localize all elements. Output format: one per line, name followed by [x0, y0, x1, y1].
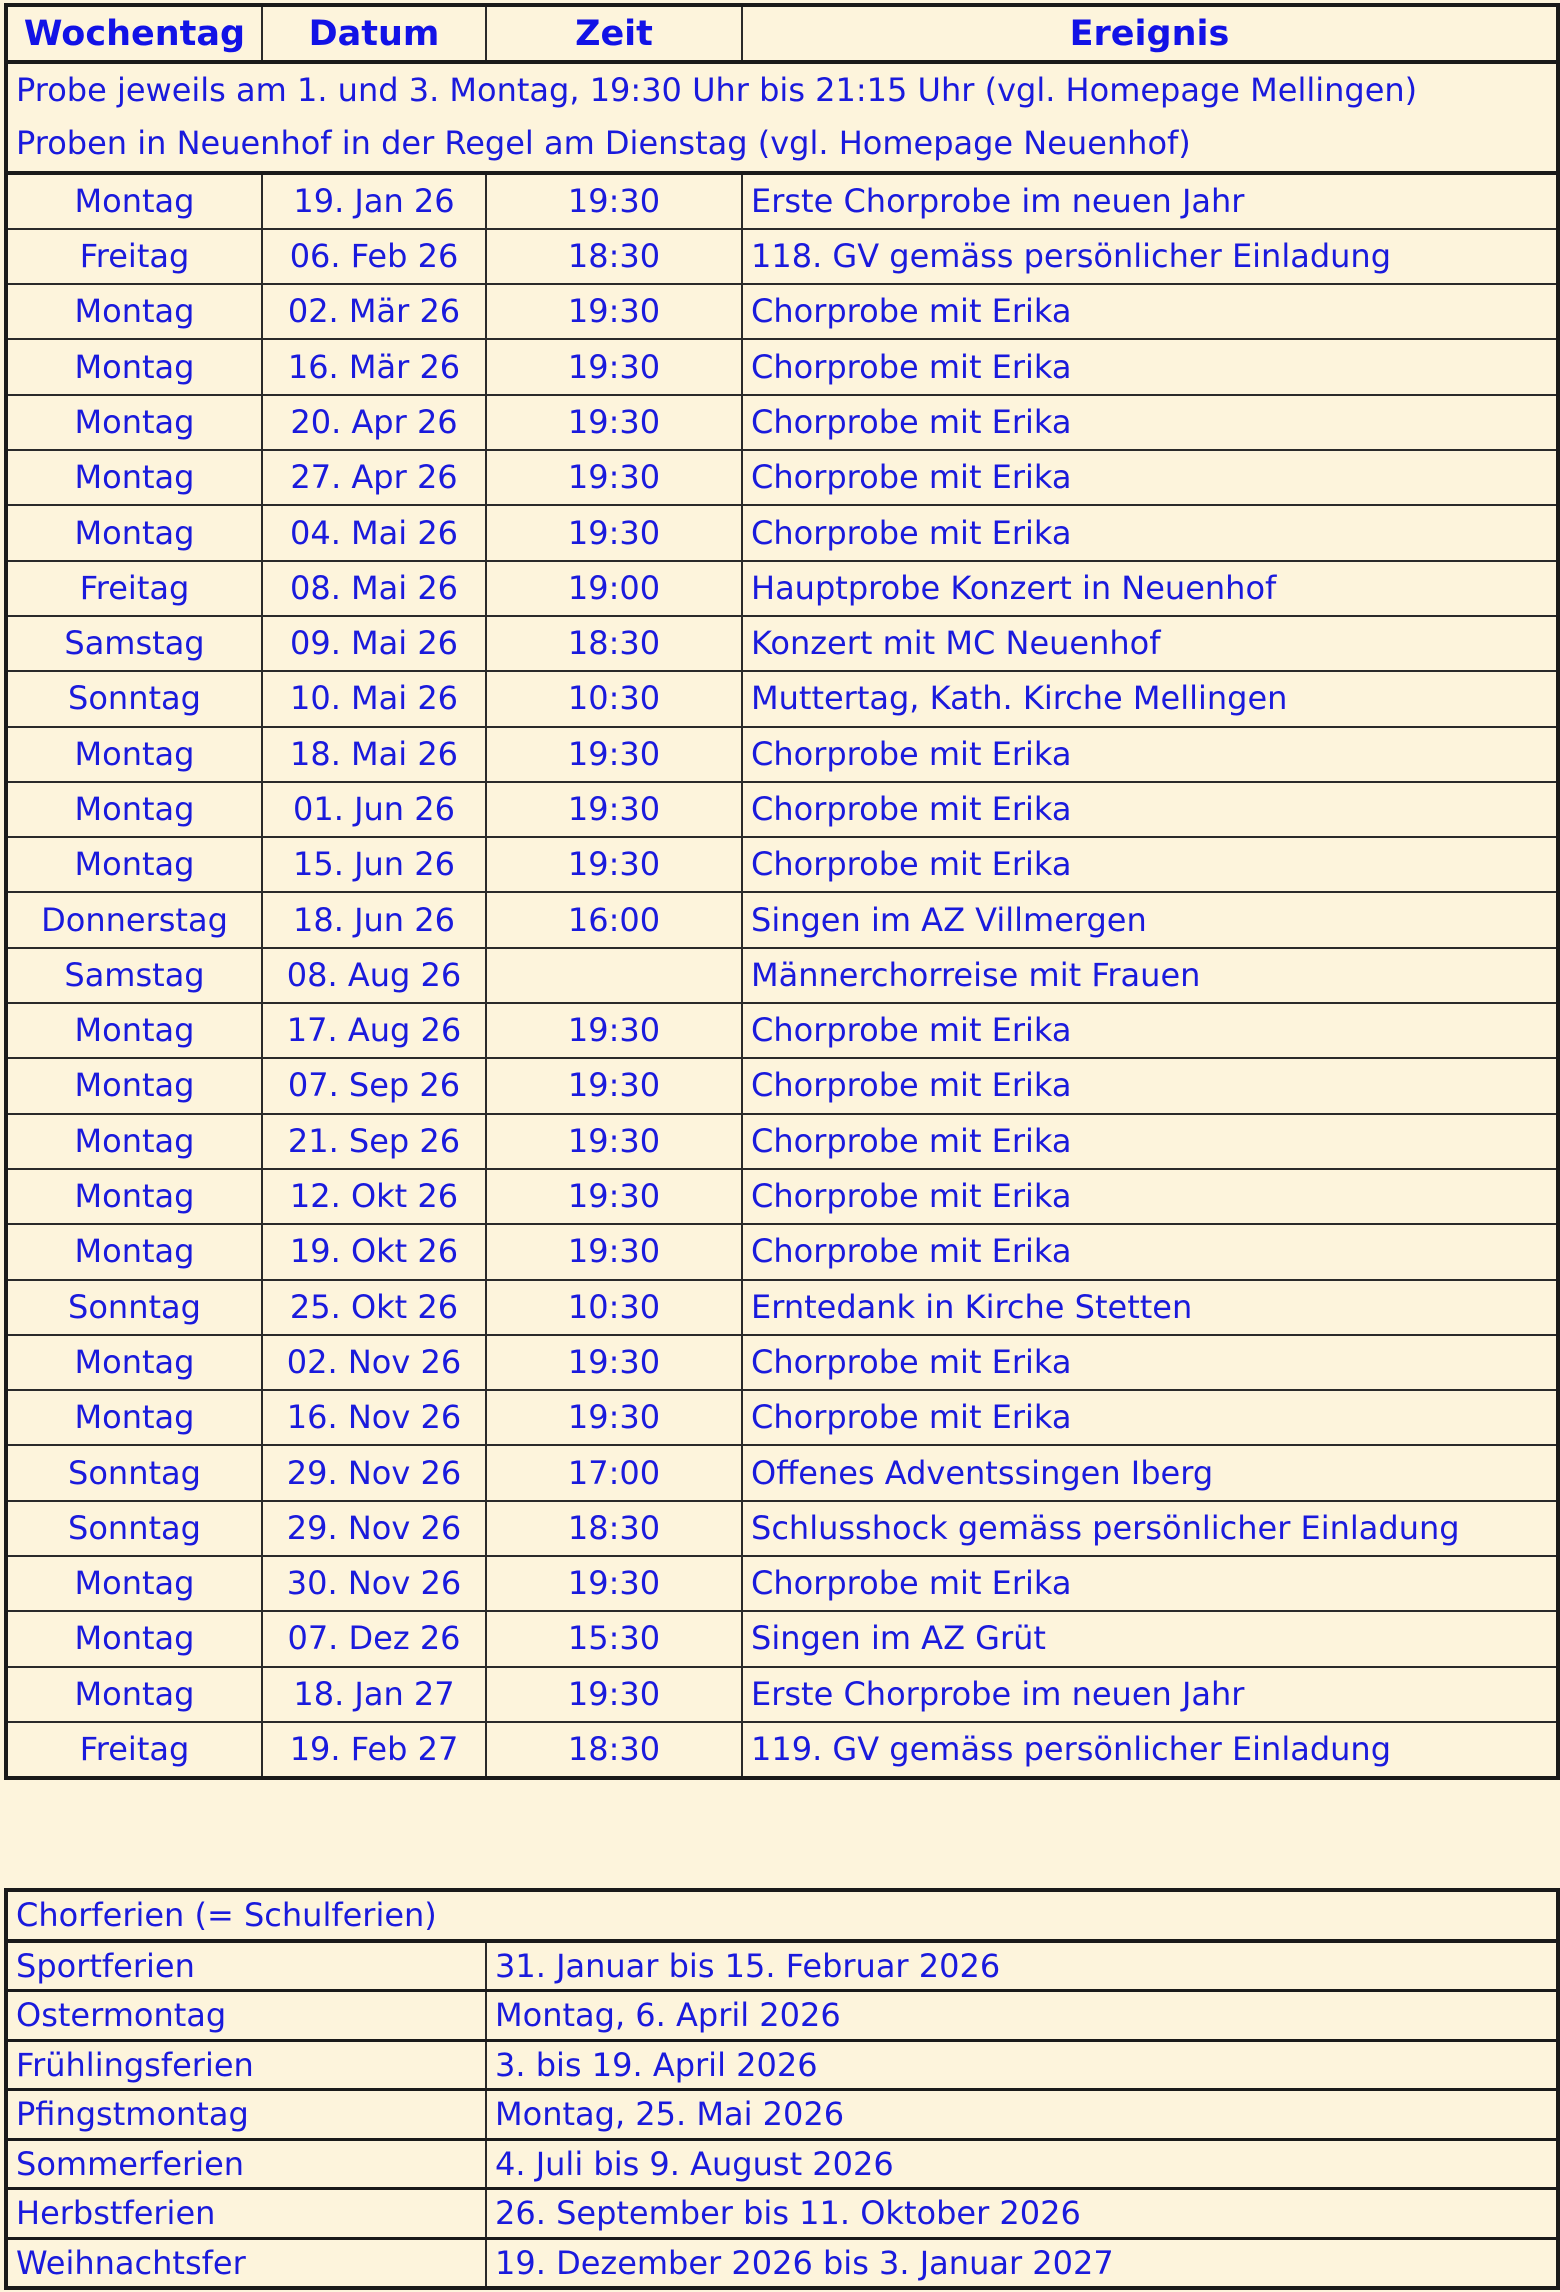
date-cell: 19. Jan 26	[262, 173, 486, 229]
holiday-name: Ostermontag	[6, 1991, 486, 2041]
schedule-row	[6, 727, 1558, 782]
holiday-row	[6, 1941, 1558, 1991]
note-row	[6, 62, 1558, 117]
date-cell: 21. Sep 26	[262, 1114, 486, 1169]
holidays-body	[6, 1890, 1558, 2288]
weekday-cell: Montag	[6, 837, 262, 892]
date-cell: 02. Mär 26	[262, 284, 486, 339]
time-cell: 19:30	[486, 1390, 742, 1445]
weekday-cell: Montag	[6, 1058, 262, 1113]
schedule-row	[6, 284, 1558, 339]
weekday-cell: Montag	[6, 1611, 262, 1666]
time-cell: 19:30	[486, 284, 742, 339]
date-cell: 19. Feb 27	[262, 1722, 486, 1778]
event-cell: Erste Chorprobe im neuen Jahr	[742, 173, 1558, 229]
holiday-row	[6, 2139, 1558, 2189]
schedule-row	[6, 837, 1558, 892]
date-cell: 27. Apr 26	[262, 450, 486, 505]
event-cell: 118. GV gemäss persönlicher Einladung	[742, 229, 1558, 284]
event-cell: Chorprobe mit Erika	[742, 782, 1558, 837]
date-cell: 18. Jan 27	[262, 1667, 486, 1722]
date-cell: 16. Mär 26	[262, 339, 486, 394]
schedule-row	[6, 1667, 1558, 1722]
weekday-cell: Montag	[6, 1667, 262, 1722]
note-text: Probe jeweils am 1. und 3. Montag, 19:30 Uhr bis 21:15 Uhr (vgl. Homepage Mellingen)	[6, 62, 1558, 117]
date-cell: 16. Nov 26	[262, 1390, 486, 1445]
time-cell: 19:30	[486, 727, 742, 782]
date-cell: 25. Okt 26	[262, 1280, 486, 1335]
weekday-cell: Montag	[6, 395, 262, 450]
time-cell: 19:30	[486, 782, 742, 837]
date-cell: 09. Mai 26	[262, 616, 486, 671]
event-cell: Schlusshock gemäss persönlicher Einladung	[742, 1501, 1558, 1556]
schedule-row	[6, 561, 1558, 616]
date-cell: 08. Mai 26	[262, 561, 486, 616]
holiday-name: Frühlingsferien	[6, 2040, 486, 2090]
weekday-cell: Montag	[6, 782, 262, 837]
holiday-period: Montag, 6. April 2026	[486, 1991, 1558, 2041]
time-cell: 19:30	[486, 339, 742, 394]
event-cell: Chorprobe mit Erika	[742, 1169, 1558, 1224]
weekday-cell: Montag	[6, 1114, 262, 1169]
event-cell: Offenes Adventssingen Iberg	[742, 1445, 1558, 1500]
holiday-row	[6, 2040, 1558, 2090]
time-cell: 18:30	[486, 616, 742, 671]
holidays-title: Chorferien (= Schulferien)	[6, 1890, 1558, 1941]
schedule-table	[4, 3, 1560, 1780]
event-cell: Chorprobe mit Erika	[742, 1335, 1558, 1390]
event-cell: Hauptprobe Konzert in Neuenhof	[742, 561, 1558, 616]
header-datum: Datum	[262, 5, 486, 62]
time-cell: 18:30	[486, 229, 742, 284]
date-cell: 06. Feb 26	[262, 229, 486, 284]
event-cell: Männerchorreise mit Frauen	[742, 948, 1558, 1003]
holiday-period: 19. Dezember 2026 bis 3. Januar 2027	[486, 2238, 1558, 2288]
weekday-cell: Donnerstag	[6, 892, 262, 947]
holiday-name: Sportferien	[6, 1941, 486, 1991]
time-cell: 19:00	[486, 561, 742, 616]
event-cell: Chorprobe mit Erika	[742, 339, 1558, 394]
time-cell: 19:30	[486, 837, 742, 892]
holiday-name: Weihnachtsfer	[6, 2238, 486, 2288]
date-cell: 20. Apr 26	[262, 395, 486, 450]
schedule-row	[6, 173, 1558, 229]
date-cell: 12. Okt 26	[262, 1169, 486, 1224]
holiday-period: 26. September bis 11. Oktober 2026	[486, 2189, 1558, 2239]
schedule-row	[6, 1722, 1558, 1778]
holiday-period: 3. bis 19. April 2026	[486, 2040, 1558, 2090]
holiday-row	[6, 1991, 1558, 2041]
weekday-cell: Sonntag	[6, 1280, 262, 1335]
date-cell: 07. Dez 26	[262, 1611, 486, 1666]
holiday-name: Sommerferien	[6, 2139, 486, 2189]
date-cell: 08. Aug 26	[262, 948, 486, 1003]
event-cell: Chorprobe mit Erika	[742, 284, 1558, 339]
note-text: Proben in Neuenhof in der Regel am Dienstag (vgl. Homepage Neuenhof)	[6, 117, 1558, 172]
weekday-cell: Montag	[6, 1003, 262, 1058]
date-cell: 04. Mai 26	[262, 505, 486, 560]
schedule-row	[6, 1335, 1558, 1390]
weekday-cell: Montag	[6, 505, 262, 560]
weekday-cell: Montag	[6, 727, 262, 782]
schedule-row	[6, 339, 1558, 394]
time-cell: 10:30	[486, 1280, 742, 1335]
time-cell: 19:30	[486, 1169, 742, 1224]
event-cell: Chorprobe mit Erika	[742, 1390, 1558, 1445]
date-cell: 01. Jun 26	[262, 782, 486, 837]
event-cell: Chorprobe mit Erika	[742, 450, 1558, 505]
time-cell: 19:30	[486, 1003, 742, 1058]
holiday-row	[6, 2189, 1558, 2239]
event-cell: Singen im AZ Villmergen	[742, 892, 1558, 947]
holiday-period: 31. Januar bis 15. Februar 2026	[486, 1941, 1558, 1991]
schedule-row	[6, 616, 1558, 671]
weekday-cell: Freitag	[6, 1722, 262, 1778]
schedule-row	[6, 1611, 1558, 1666]
date-cell: 30. Nov 26	[262, 1556, 486, 1611]
schedule-body	[6, 62, 1558, 1778]
weekday-cell: Montag	[6, 1335, 262, 1390]
time-cell: 19:30	[486, 450, 742, 505]
weekday-cell: Samstag	[6, 948, 262, 1003]
schedule-row	[6, 1003, 1558, 1058]
event-cell: Chorprobe mit Erika	[742, 727, 1558, 782]
holidays-table	[4, 1888, 1560, 2290]
date-cell: 07. Sep 26	[262, 1058, 486, 1113]
time-cell: 16:00	[486, 892, 742, 947]
schedule-row	[6, 229, 1558, 284]
weekday-cell: Sonntag	[6, 671, 262, 726]
event-cell: Chorprobe mit Erika	[742, 1003, 1558, 1058]
schedule-row	[6, 671, 1558, 726]
weekday-cell: Montag	[6, 1556, 262, 1611]
event-cell: Chorprobe mit Erika	[742, 1556, 1558, 1611]
time-cell: 15:30	[486, 1611, 742, 1666]
holiday-row	[6, 2090, 1558, 2140]
time-cell: 19:30	[486, 1114, 742, 1169]
schedule-row	[6, 1114, 1558, 1169]
weekday-cell: Montag	[6, 339, 262, 394]
time-cell: 19:30	[486, 1058, 742, 1113]
time-cell: 19:30	[486, 395, 742, 450]
schedule-row	[6, 505, 1558, 560]
weekday-cell: Samstag	[6, 616, 262, 671]
weekday-cell: Montag	[6, 1169, 262, 1224]
event-cell: Konzert mit MC Neuenhof	[742, 616, 1558, 671]
event-cell: Erste Chorprobe im neuen Jahr	[742, 1667, 1558, 1722]
date-cell: 29. Nov 26	[262, 1445, 486, 1500]
holiday-row	[6, 2238, 1558, 2288]
header-ereignis: Ereignis	[742, 5, 1558, 62]
schedule-header-row	[6, 5, 1558, 62]
event-cell: Chorprobe mit Erika	[742, 505, 1558, 560]
weekday-cell: Montag	[6, 450, 262, 505]
date-cell: 10. Mai 26	[262, 671, 486, 726]
schedule-row	[6, 1556, 1558, 1611]
holiday-name: Pfingstmontag	[6, 2090, 486, 2140]
weekday-cell: Montag	[6, 1390, 262, 1445]
event-cell: Chorprobe mit Erika	[742, 1114, 1558, 1169]
time-cell	[486, 948, 742, 1003]
time-cell: 19:30	[486, 1556, 742, 1611]
time-cell: 19:30	[486, 505, 742, 560]
time-cell: 19:30	[486, 173, 742, 229]
schedule-row	[6, 948, 1558, 1003]
time-cell: 19:30	[486, 1224, 742, 1279]
weekday-cell: Freitag	[6, 561, 262, 616]
schedule-row	[6, 1501, 1558, 1556]
event-cell: Chorprobe mit Erika	[742, 837, 1558, 892]
event-cell: Singen im AZ Grüt	[742, 1611, 1558, 1666]
schedule-row	[6, 1280, 1558, 1335]
event-cell: Muttertag, Kath. Kirche Mellingen	[742, 671, 1558, 726]
weekday-cell: Montag	[6, 173, 262, 229]
schedule-row	[6, 892, 1558, 947]
time-cell: 18:30	[486, 1501, 742, 1556]
schedule-row	[6, 1169, 1558, 1224]
holiday-name: Herbstferien	[6, 2189, 486, 2239]
weekday-cell: Montag	[6, 284, 262, 339]
note-row	[6, 117, 1558, 172]
schedule-row	[6, 1390, 1558, 1445]
event-cell: Chorprobe mit Erika	[742, 1224, 1558, 1279]
schedule-row	[6, 450, 1558, 505]
time-cell: 19:30	[486, 1335, 742, 1390]
schedule-row	[6, 1224, 1558, 1279]
date-cell: 18. Jun 26	[262, 892, 486, 947]
schedule-row	[6, 1058, 1558, 1113]
date-cell: 29. Nov 26	[262, 1501, 486, 1556]
weekday-cell: Freitag	[6, 229, 262, 284]
date-cell: 18. Mai 26	[262, 727, 486, 782]
schedule-row	[6, 1445, 1558, 1500]
schedule-row	[6, 395, 1558, 450]
event-cell: 119. GV gemäss persönlicher Einladung	[742, 1722, 1558, 1778]
date-cell: 15. Jun 26	[262, 837, 486, 892]
date-cell: 17. Aug 26	[262, 1003, 486, 1058]
header-zeit: Zeit	[486, 5, 742, 62]
holidays-title-row	[6, 1890, 1558, 1941]
holiday-period: 4. Juli bis 9. August 2026	[486, 2139, 1558, 2189]
time-cell: 19:30	[486, 1667, 742, 1722]
event-cell: Erntedank in Kirche Stetten	[742, 1280, 1558, 1335]
event-cell: Chorprobe mit Erika	[742, 1058, 1558, 1113]
header-wochentag: Wochentag	[6, 5, 262, 62]
weekday-cell: Montag	[6, 1224, 262, 1279]
date-cell: 02. Nov 26	[262, 1335, 486, 1390]
weekday-cell: Sonntag	[6, 1501, 262, 1556]
time-cell: 10:30	[486, 671, 742, 726]
time-cell: 17:00	[486, 1445, 742, 1500]
schedule-row	[6, 782, 1558, 837]
weekday-cell: Sonntag	[6, 1445, 262, 1500]
event-cell: Chorprobe mit Erika	[742, 395, 1558, 450]
time-cell: 18:30	[486, 1722, 742, 1778]
date-cell: 19. Okt 26	[262, 1224, 486, 1279]
holiday-period: Montag, 25. Mai 2026	[486, 2090, 1558, 2140]
